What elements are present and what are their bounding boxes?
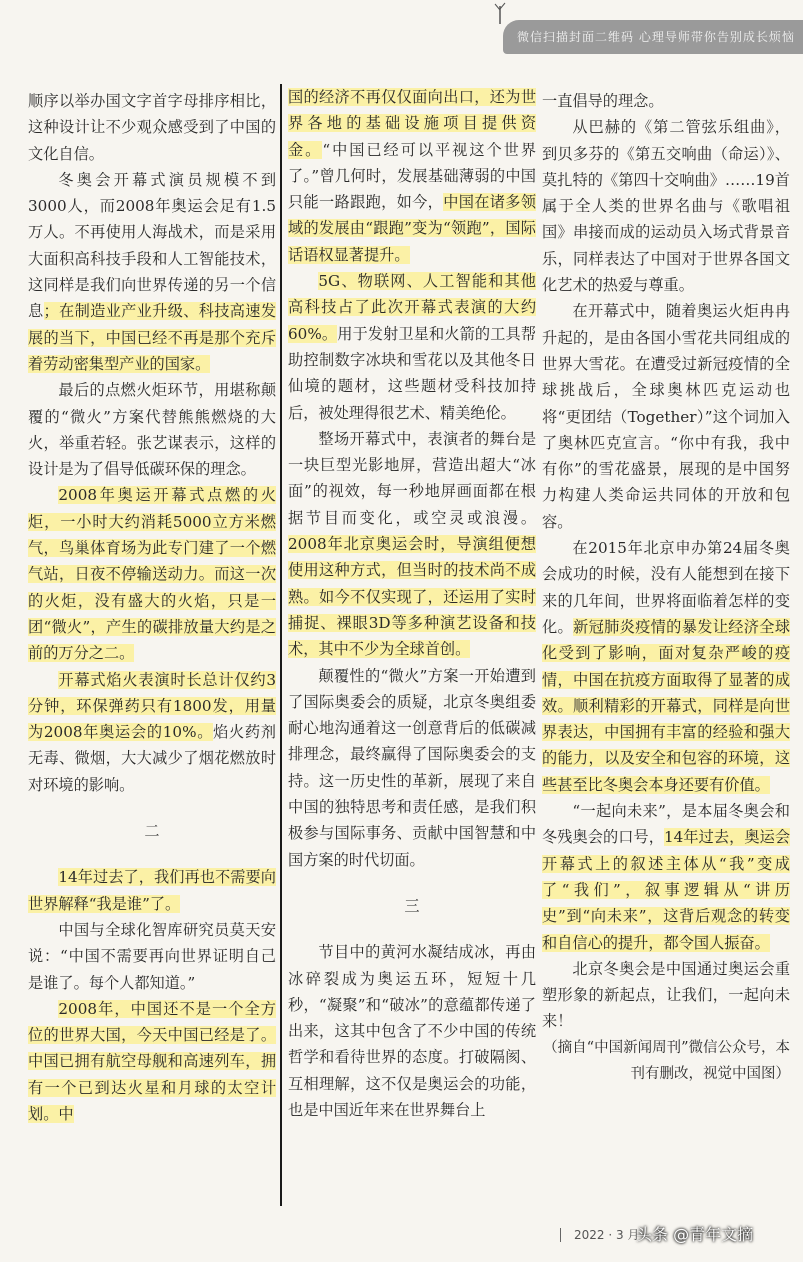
paragraph [542, 956, 790, 1035]
highlighted-text: ；在制造业产业升级、科技高速发展的当下，中国已经不再是那个充斥着劳动密集型产业的国家。 [28, 302, 277, 373]
paragraph [28, 167, 276, 377]
paragraph [542, 535, 790, 798]
paragraph-text: 中国与全球化智库研究员莫天安说：“中国不需要再向世界证明自己是谁了。每个人都知道。” [28, 920, 276, 992]
paragraph-text: 国的经济不再仅仅面向出口，还为世界各地的基础设施项目提供资金。 [288, 88, 536, 159]
paragraph-text: 用于发射卫星和火箭的工具帮助控制数字冰块和雪花以及其他冬日仙境的题材，这些题材受科技加持后，被处理得很艺术、精美绝伦。 [288, 324, 537, 422]
paragraph [28, 88, 276, 167]
paragraph-text: 节目中的黄河水凝结成冰，再由冰碎裂成为奥运五环，短短十几秒，“凝聚”和“破冰”的意蕴都传递了出来，这其中包含了不少中国的传统哲学和看待世界的态度。打破隔阂、互相理解，这不仅是奥运会的功能，也是中国近年来在世界舞台上 [288, 943, 536, 1119]
paragraph [28, 482, 276, 666]
tree-icon [492, 0, 508, 24]
paragraph-text: 在开幕式中，随着奥运火炬冉冉升起的，是由各国小雪花共同组成的世界大雪花。在遭受过新冠疫情的全球挑战后，全球奥林匹克运动也将“更团结（Together）”这个词加入了奥林匹克宣言。“你中有我，我中有你”的雪花盛景，展现的是中国努力构建人类命运共同体的开放和包容。 [542, 302, 790, 531]
section-number [28, 818, 276, 844]
paragraph [288, 268, 536, 426]
highlighted-text: 2008年北京奥运会时，导演组便想使用这种方式，但当时的技术尚不成熟。如今不仅实现了，还运用了实时捕捉、裸眼3D等多种演艺设备和技术，其中不少为全球首创。 [288, 535, 536, 659]
article-column-2 [280, 84, 536, 1206]
paragraph [288, 939, 536, 1123]
highlighted-text: 新冠肺炎疫情的暴发让经济全球化受到了影响，面对复杂严峻的疫情，中国在抗疫方面取得了显著的成效。顺利精彩的开幕式，同样是向世界表达，中国拥有丰富的经验和强大的能力，以及安全和包容的环境，这些甚至比冬奥会本身还要有价值。 [542, 617, 791, 794]
paragraph [542, 298, 790, 535]
paragraph [28, 864, 276, 917]
highlighted-text: 中国在诸多领域的发展由“跟跑”变为“领跑”，国际话语权显著提升。 [288, 193, 537, 264]
paragraph-text: 最后的点燃火炬环节，用堪称颠覆的“微火”方案代替熊熊燃烧的大火，举重若轻。张艺谋表示，这样的设计是为了倡导低碳环保的理念。 [28, 381, 276, 479]
article-column-3 [542, 88, 790, 1087]
paragraph-text: 北京冬奥会是中国通过奥运会重塑形象的新起点，让我们，一起向未来！ [542, 959, 790, 1031]
paragraph [288, 84, 536, 268]
paragraph [542, 88, 790, 114]
paragraph-text: “一起向未来”，是本届冬奥会和冬残奥会的口号， [542, 802, 790, 847]
paragraph-text: 三 [404, 896, 420, 915]
paragraph-text: 焰火药剂无毒、微烟，大大减少了烟花燃放时对环境的影响。 [28, 723, 276, 794]
paragraph-text: 冬奥会开幕式演员规模不到3000人，而2008年奥运会足有1.5万人。不再使用人海战术，而是采用大面积高科技手段和人工智能技术，这同样是我们向世界传递的另一个信息 [28, 170, 276, 321]
paragraph-text: 2008年，中国还不是一个全方位的世界大国，今天中国已经是了。中国已拥有航空母舰和高速列车，拥有一个已到达火星和月球的太空计划。中 [28, 999, 276, 1123]
paragraph [28, 996, 276, 1127]
article-column-1 [28, 88, 276, 1127]
paragraph [288, 663, 536, 873]
paragraph-text: 整场开幕式中，表演者的舞台是一块巨型光影地屏，营造出超大“冰面”的视效，每一秒地屏画面都在根据节目而变化，或空灵或浪漫。 [288, 429, 536, 527]
paragraph-text: 在2015年北京申办第24届冬奥会成功的时候，没有人能想到在接下来的几年间，世界将面临着怎样的变化。 [542, 539, 790, 636]
paragraph-text: 2008年奥运开幕式点燃的火炬，一小时大约消耗5000立方米燃气，鸟巢体育场为此专门建了一个燃气站，日夜不停输送动力。而这一次的火炬，没有盛大的火焰，只是一团“微火”，产生的碳排放量大约是之前的万分之二。 [28, 486, 276, 663]
paragraph [28, 667, 276, 798]
paragraph [28, 917, 276, 996]
paragraph-text: （摘自“中国新闻周刊”微信公众号，本刊有删改，视觉中国图） [543, 1039, 790, 1082]
paragraph-text: 二 [144, 822, 160, 841]
section-number [288, 893, 536, 919]
paragraph-text: 5G、物联网、人工智能和其他高科技占了此次开幕式表演的大约60%。 [288, 272, 536, 343]
paragraph-text: 顺序以举办国文字首字母排序相比，这种设计让不少观众感受到了中国的文化自信。 [28, 92, 276, 163]
footer-divider [560, 1228, 561, 1242]
watermark-brand: 头条 @青年文摘 [636, 1225, 754, 1244]
highlighted-text: 14年过去，奥运会开幕式上的叙述主体从“我”变成了“我们”，叙事逻辑从“讲历史”到“向未来”，这背后观念的转变和自信心的提升，都令国人振奋。 [542, 828, 791, 952]
issue-date: 2022 · 3 月 [574, 1228, 640, 1242]
header-banner: 微信扫描封面二维码 心理导师带你告别成长烦恼 [503, 20, 803, 54]
paragraph [542, 114, 790, 298]
paragraph-text: 一直倡导的理念。 [542, 92, 664, 110]
source-note [542, 1035, 790, 1088]
paragraph [28, 377, 276, 482]
paragraph-text: 颠覆性的“微火”方案一开始遭到了国际奥委会的质疑，北京冬奥组委耐心地沟通着这一创意背后的低碳减排理念，最终赢得了国际奥委会的支持。这一历史性的革新，展现了来自中国的独特思考和责任感，是我们积极参与国际事务、贡献中国智慧和中国方案的时代切面。 [288, 666, 536, 869]
page-footer [560, 1222, 800, 1252]
paragraph-text: 从巴赫的《第二管弦乐组曲》，到贝多芬的《第五交响曲（命运）》、莫扎特的《第四十交响曲》……19首属于全人类的世界名曲与《歌唱祖国》串接而成的运动员入场式背景音乐，同样表达了中国对于世界各国文化艺术的热爱与尊重。 [542, 118, 790, 295]
paragraph [288, 426, 536, 663]
paragraph [542, 798, 790, 956]
paragraph-text: 开幕式焰火表演时长总计仅约3分钟，环保弹药只有1800发，用量为2008年奥运会的10%。 [28, 670, 276, 742]
paragraph-text: 14年过去了，我们再也不需要向世界解释“我是谁”了。 [28, 868, 276, 913]
paragraph-text: “中国已经可以平视这个世界了。”曾几何时，发展基础薄弱的中国只能一路跟跑，如今， [288, 140, 537, 212]
